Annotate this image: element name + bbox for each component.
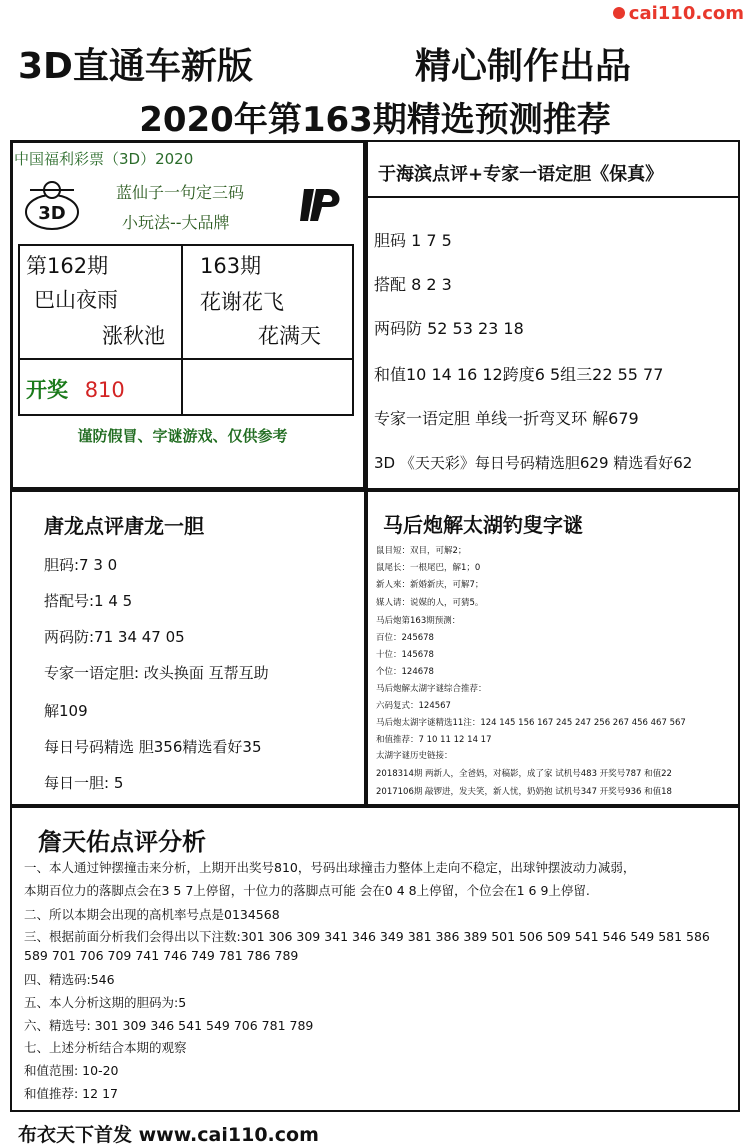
footer-text: 布衣天下首发 www.cai110.com <box>18 1124 319 1146</box>
ma-line: 马后炮太湖字谜精选11注：124 145 156 167 245 247 256 267 456 467 567 <box>376 718 686 728</box>
cur-riddle-line-1: 花谢花飞 <box>200 290 284 314</box>
ma-title: 马后炮解太湖钓叟字谜 <box>383 513 583 537</box>
ma-line: 鼠目短：双目，可解2； <box>376 546 467 556</box>
header-right-title: 精心制作出品 <box>415 46 632 87</box>
slogan-line-2: 小玩法--大品牌 <box>122 213 230 232</box>
zhan-line: 三、根据前面分析我们会得出以下注数:301 306 309 341 346 349 381 386 389 501 506 509 541 546 549 581 586 <box>24 929 710 944</box>
tang-line: 胆码:7 3 0 <box>44 556 118 574</box>
yu-panel <box>366 140 740 490</box>
zhan-line: 本期百位力的落脚点会在3 5 7上停留，十位力的落脚点可能 会在0 4 8上停留，个位会在1 6 9上停留. <box>24 883 590 898</box>
ma-line: 媒人请：说媒的人，可猜5。 <box>376 598 484 608</box>
yu-line: 胆码 1 7 5 <box>374 231 452 250</box>
prev-period: 第162期 <box>26 254 109 278</box>
yu-line: 3D 《天天彩》每日号码精选胆629 精选看好62 <box>374 454 693 472</box>
3d-logo-icon <box>22 178 82 232</box>
draw-value: 810 <box>84 378 125 402</box>
header-left-title: 3D直通车新版 <box>18 46 253 87</box>
zhan-line: 589 701 706 709 741 746 749 781 786 789 <box>24 948 299 963</box>
tang-line: 每日号码精选 胆356精选看好35 <box>44 738 262 756</box>
zhan-line: 一、本人通过钟摆撞击来分析，上期开出奖号810，号码出球撞击力整体上走向不稳定，出球钟摆波动力减弱， <box>24 860 636 875</box>
yu-line: 两码防 52 53 23 18 <box>374 319 524 338</box>
grid-divider-vertical <box>181 244 183 416</box>
ma-line: 太湖字谜历史链接： <box>376 751 453 761</box>
ma-line: 鼠尾长：一根尾巴，解1；0 <box>376 563 481 573</box>
tang-line: 解109 <box>44 702 88 720</box>
warning-text: 谨防假冒、字谜游戏、仅供参考 <box>77 427 288 445</box>
ma-line: 和值推荐：7 10 11 12 14 17 <box>376 735 492 745</box>
slogan-line-1: 蓝仙子一句定三码 <box>116 183 245 202</box>
tang-line: 两码防:71 34 47 05 <box>44 628 185 646</box>
zhan-line: 六、精选号: 301 309 346 541 549 706 781 789 <box>24 1018 314 1033</box>
logo-dot-icon <box>613 7 625 19</box>
tang-line: 每日一胆: 5 <box>44 774 124 792</box>
grid-divider-horizontal <box>18 358 354 360</box>
ma-line: 六码复式：124567 <box>376 701 451 711</box>
site-url: cai110.com <box>628 2 744 24</box>
yu-title-divider <box>366 196 740 198</box>
cur-riddle-line-2: 花满天 <box>258 324 321 348</box>
zhan-line: 和值范围: 10-20 <box>24 1063 119 1078</box>
lottery-heading: 中国福利彩票（3D）2020 <box>14 150 194 168</box>
draw-result <box>26 374 125 404</box>
zhan-line: 四、精选码:546 <box>24 972 115 987</box>
cur-period: 163期 <box>200 254 262 278</box>
zhan-line: 七、上述分析结合本期的观察 <box>24 1040 187 1055</box>
zhan-line: 二、所以本期会出现的高机率号点是0134568 <box>24 907 280 922</box>
yu-line: 搭配 8 2 3 <box>374 275 452 294</box>
ma-line: 新人來：新婚新庆，可解7； <box>376 580 484 590</box>
site-badge[interactable] <box>600 0 750 26</box>
prev-riddle-line-1: 巴山夜雨 <box>34 288 118 312</box>
logo-text: 3D <box>38 203 66 224</box>
zhan-title: 詹天佑点评分析 <box>38 828 206 856</box>
yu-line: 专家一语定胆 单线一折弯叉环 解679 <box>374 409 639 428</box>
prev-riddle-line-2: 涨秋池 <box>102 324 165 348</box>
yu-line: 和值10 14 16 12跨度6 5组三22 55 77 <box>374 365 664 384</box>
ma-line: 十位：145678 <box>376 650 434 660</box>
yu-title: 于海滨点评+专家一语定胆《保真》 <box>378 164 664 185</box>
ma-line: 马后炮解太湖字谜综合推荐： <box>376 684 487 694</box>
zhan-line: 五、本人分析这期的胆码为:5 <box>24 995 187 1010</box>
ma-line: 2017106期 敲锣进，发夫笑，新人忧，奶奶抱 试机号347 开奖号936 和值18 <box>376 787 672 797</box>
tang-line: 搭配号:1 4 5 <box>44 592 133 610</box>
header-subtitle: 2020年第163期精选预测推荐 <box>139 100 611 140</box>
tang-title: 唐龙点评唐龙一胆 <box>44 514 204 538</box>
ma-line: 百位：245678 <box>376 633 434 643</box>
zhan-line: 和值推荐: 12 17 <box>24 1086 118 1101</box>
ma-line: 个位：124678 <box>376 667 434 677</box>
tang-line: 专家一语定胆: 改头换面 互帮互助 <box>44 664 269 682</box>
ma-line: 2018314期 两新人，全爸妈，对稿影，成了家 试机号483 开奖号787 和值22 <box>376 769 672 779</box>
brand-mark-icon <box>298 185 348 225</box>
ma-line: 马后炮第163期预测： <box>376 616 461 626</box>
draw-label: 开奖 <box>26 378 68 402</box>
